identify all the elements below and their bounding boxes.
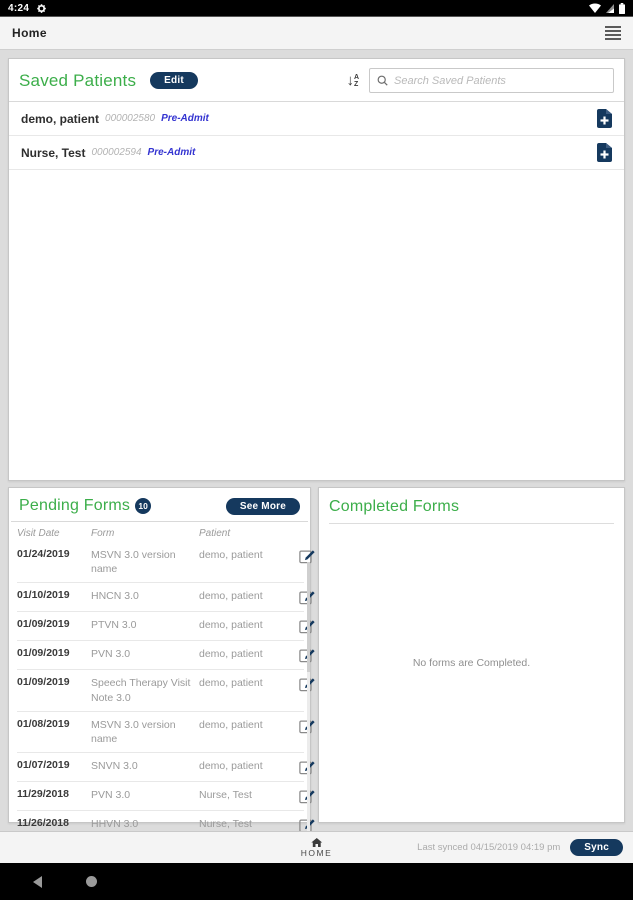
patient-name: Nurse, Test bbox=[21, 145, 86, 160]
menu-icon[interactable] bbox=[605, 26, 621, 40]
footer-bar bbox=[0, 831, 633, 863]
home-circle-icon[interactable] bbox=[86, 876, 97, 887]
table-row[interactable] bbox=[17, 670, 304, 711]
col-form: Form bbox=[91, 528, 115, 539]
home-tab-label: HOME bbox=[300, 847, 333, 858]
saved-patients-list bbox=[9, 102, 624, 170]
pending-count-badge: 10 bbox=[135, 498, 151, 514]
clock: 4:24 bbox=[8, 2, 30, 14]
table-row[interactable] bbox=[17, 782, 304, 811]
form-patient: Nurse, Test bbox=[199, 789, 252, 802]
patient-status-link[interactable]: Pre-Admit bbox=[147, 147, 196, 158]
visit-date: 01/09/2019 bbox=[17, 676, 70, 689]
see-more-button[interactable]: See More bbox=[226, 498, 300, 515]
form-name: MSVN 3.0 version name bbox=[91, 549, 176, 576]
pending-forms-panel bbox=[8, 487, 311, 831]
home-tab[interactable] bbox=[301, 838, 333, 858]
add-form-icon[interactable] bbox=[597, 109, 612, 128]
patient-status-link[interactable]: Pre-Admit bbox=[161, 113, 209, 124]
patient-id: 000002580 bbox=[105, 113, 156, 124]
android-nav-bar bbox=[0, 863, 633, 900]
col-patient: Patient bbox=[199, 528, 231, 539]
battery-icon bbox=[619, 3, 625, 14]
form-name: PTVN 3.0 bbox=[91, 619, 137, 632]
completed-empty-message: No forms are Completed. bbox=[412, 657, 531, 669]
completed-forms-panel bbox=[318, 487, 625, 823]
visit-date: 11/29/2018 bbox=[17, 788, 69, 801]
visit-date: 01/09/2019 bbox=[17, 647, 70, 660]
table-row[interactable] bbox=[17, 583, 304, 612]
page-title: Home bbox=[12, 26, 47, 40]
sync-button[interactable]: Sync bbox=[570, 839, 623, 856]
col-visit-date: Visit Date bbox=[17, 528, 60, 539]
scrollbar[interactable] bbox=[307, 562, 310, 840]
wifi-icon bbox=[589, 3, 601, 13]
form-patient: demo, patient bbox=[199, 760, 263, 773]
visit-date: 11/26/2018 bbox=[17, 817, 69, 830]
gear-icon bbox=[36, 3, 47, 14]
main-content bbox=[0, 50, 633, 831]
edit-form-icon[interactable] bbox=[289, 618, 317, 634]
sort-az-icon[interactable]: ↓ A Z bbox=[346, 72, 359, 89]
edit-form-icon[interactable] bbox=[289, 647, 317, 663]
saved-patients-panel bbox=[8, 58, 625, 481]
form-name: PVN 3.0 bbox=[91, 648, 131, 661]
back-icon[interactable] bbox=[33, 876, 42, 888]
pending-forms-rows bbox=[17, 542, 304, 840]
home-icon bbox=[311, 838, 322, 847]
form-name: MSVN 3.0 version name bbox=[91, 718, 176, 745]
form-patient: demo, patient bbox=[199, 549, 263, 561]
pending-forms-table bbox=[9, 522, 310, 840]
form-name: HHVN 3.0 bbox=[91, 818, 139, 831]
form-patient: demo, patient bbox=[199, 648, 263, 661]
edit-form-icon[interactable] bbox=[289, 759, 317, 775]
edit-form-icon[interactable] bbox=[289, 548, 317, 564]
form-name: Speech Therapy Visit Note 3.0 bbox=[91, 677, 191, 704]
form-name: SNVN 3.0 bbox=[91, 760, 138, 773]
edit-form-icon[interactable] bbox=[289, 788, 317, 804]
completed-forms-header bbox=[319, 488, 624, 523]
form-patient: demo, patient bbox=[199, 718, 263, 731]
visit-date: 01/24/2019 bbox=[17, 548, 70, 560]
patient-name: demo, patient bbox=[21, 111, 100, 126]
visit-date: 01/09/2019 bbox=[17, 618, 70, 631]
patient-row[interactable] bbox=[9, 102, 624, 136]
table-row[interactable] bbox=[17, 641, 304, 670]
search-saved-patients[interactable] bbox=[369, 68, 614, 93]
form-name: PVN 3.0 bbox=[91, 789, 131, 802]
status-bar bbox=[0, 0, 633, 17]
form-patient: demo, patient bbox=[199, 677, 263, 690]
pending-forms-title: Pending Forms bbox=[19, 497, 131, 514]
edit-button[interactable]: Edit bbox=[150, 72, 198, 89]
table-header-row bbox=[17, 522, 304, 542]
add-form-icon[interactable] bbox=[597, 143, 612, 162]
cell-signal-icon bbox=[606, 4, 614, 13]
scrollbar-thumb[interactable] bbox=[307, 562, 310, 672]
table-row[interactable] bbox=[17, 712, 304, 753]
search-input[interactable] bbox=[394, 75, 606, 87]
table-row[interactable] bbox=[17, 753, 304, 782]
patient-row[interactable] bbox=[9, 136, 624, 170]
form-patient: Nurse, Test bbox=[199, 818, 252, 831]
table-row[interactable] bbox=[17, 542, 304, 583]
patient-id: 000002594 bbox=[91, 147, 142, 158]
form-name: HNCN 3.0 bbox=[91, 590, 139, 603]
search-icon bbox=[377, 75, 388, 86]
visit-date: 01/08/2019 bbox=[17, 717, 70, 730]
saved-patients-header bbox=[9, 59, 624, 101]
form-patient: demo, patient bbox=[199, 619, 263, 632]
form-patient: demo, patient bbox=[199, 590, 263, 603]
edit-form-icon[interactable] bbox=[289, 589, 317, 605]
completed-forms-title: Completed Forms bbox=[329, 498, 460, 515]
app-header bbox=[0, 17, 633, 50]
saved-patients-title: Saved Patients bbox=[19, 70, 137, 90]
edit-form-icon[interactable] bbox=[289, 676, 317, 692]
pending-forms-header bbox=[9, 488, 310, 521]
table-row[interactable] bbox=[17, 612, 304, 641]
edit-form-icon[interactable] bbox=[289, 718, 317, 734]
last-synced-text: Last synced 04/15/2019 04:19 pm bbox=[417, 842, 561, 853]
visit-date: 01/07/2019 bbox=[17, 759, 70, 772]
visit-date: 01/10/2019 bbox=[17, 589, 70, 602]
